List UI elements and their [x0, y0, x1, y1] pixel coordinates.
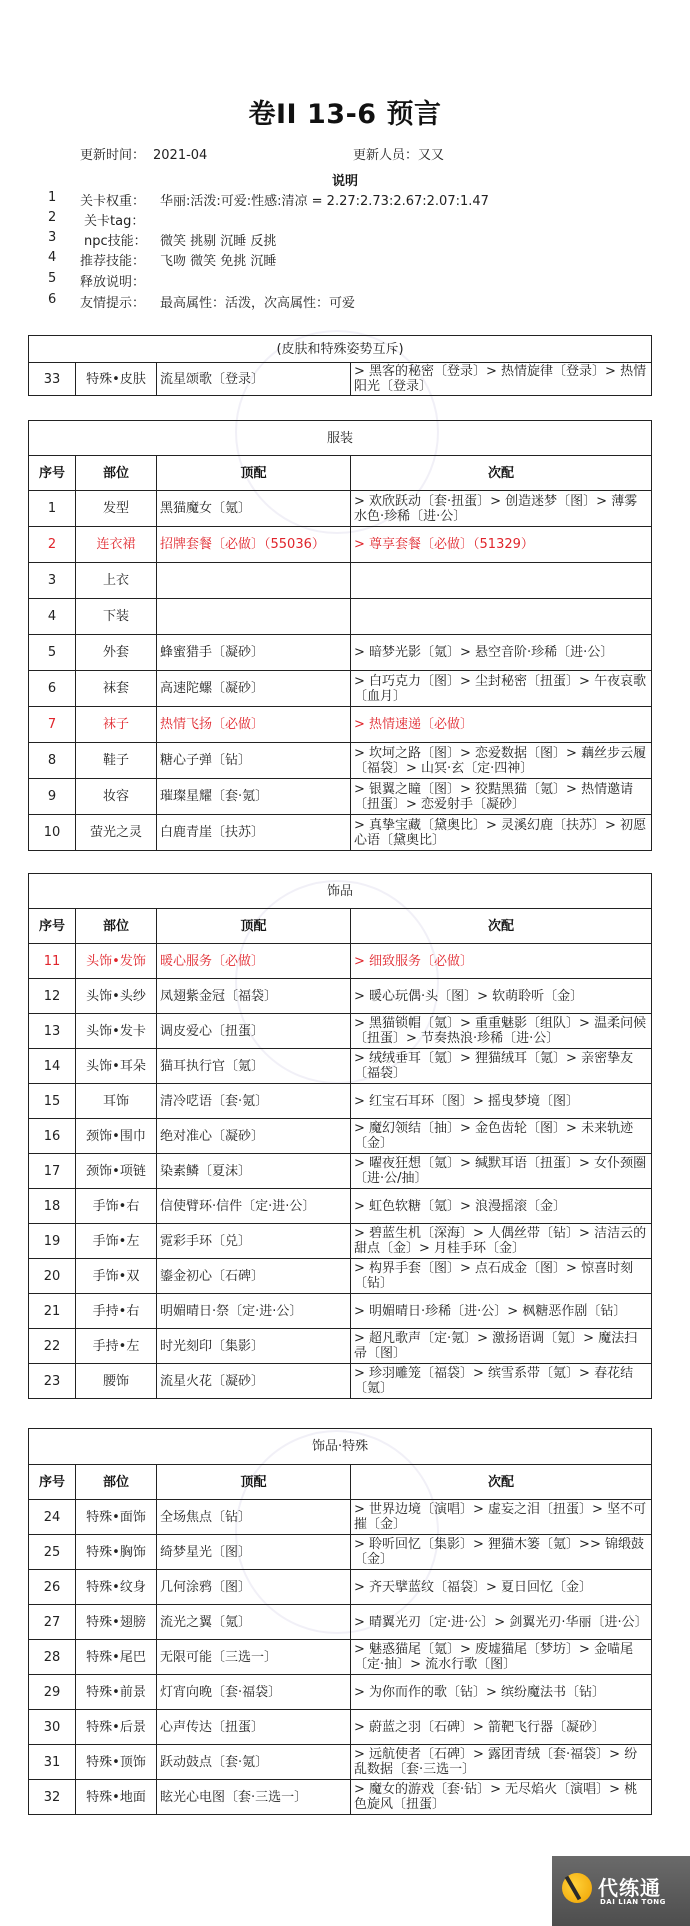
table-row — [29, 1710, 652, 1745]
cell-top: 暖心服务〔必做〕 — [157, 944, 351, 979]
cell-slot: 颈饰•项链 — [76, 1154, 157, 1189]
cell-top: 白鹿青崖〔扶苏〕 — [157, 815, 351, 851]
cell-slot: 特殊•前景 — [76, 1675, 157, 1710]
cell-alt: > 细致服务〔必做〕 — [351, 944, 652, 979]
cell-slot: 腰饰 — [76, 1364, 157, 1399]
intro-label: 关卡tag： — [84, 214, 145, 229]
cell-alt: > 真挚宝藏〔黛奥比〕> 灵溪幻鹿〔扶苏〕> 初愿心语〔黛奥比〕 — [351, 815, 652, 851]
cell-no: 27 — [29, 1605, 76, 1640]
logo-text-cn: 代练通 — [598, 1876, 661, 1900]
cell-no: 31 — [29, 1745, 76, 1780]
logo-text-en: DAI LIAN TONG — [600, 1898, 666, 1906]
update-time-label: 更新时间： — [80, 148, 146, 163]
cell-top: 绮梦星光〔图〕 — [157, 1535, 351, 1570]
col-header-slot: 部位 — [76, 456, 157, 491]
cell-top: 信使臂环·信件〔定·进·公〕 — [157, 1189, 351, 1224]
cell-alt: > 曜夜狂想〔氪〕> 缄默耳语〔扭蛋〕> 女仆颈圈〔进·公/抽〕 — [351, 1154, 652, 1189]
cell-top: 明媚晴日·祭〔定·进·公〕 — [157, 1294, 351, 1329]
table-row — [29, 1119, 652, 1154]
table-row — [29, 1675, 652, 1710]
cell-no: 8 — [29, 743, 76, 779]
col-header-no: 序号 — [29, 1465, 76, 1500]
table-row — [29, 1154, 652, 1189]
cell-alt: > 黑客的秘密〔登录〕> 热情旋律〔登录〕> 热情阳光〔登录〕 — [351, 363, 652, 396]
cell-alt: > 欢欣跃动〔套·扭蛋〕> 创造迷梦〔图〕> 薄雾水色·珍稀〔进·公〕 — [351, 491, 652, 527]
header-row — [29, 456, 652, 491]
cell-no: 32 — [29, 1780, 76, 1815]
table-row — [29, 1189, 652, 1224]
cell-top: 黑猫魔女〔氪〕 — [157, 491, 351, 527]
intro-label: npc技能： — [84, 234, 147, 249]
table-row — [29, 1049, 652, 1084]
cell-slot: 上衣 — [76, 563, 157, 599]
cell-top: 流光之翼〔氪〕 — [157, 1605, 351, 1640]
cell-alt: > 尊享套餐〔必做〕（51329） — [351, 527, 652, 563]
cell-top: 染素鳞〔夏沫〕 — [157, 1154, 351, 1189]
intro-label: 友情提示： — [80, 296, 146, 311]
cell-slot: 头饰•耳朵 — [76, 1049, 157, 1084]
cell-no: 30 — [29, 1710, 76, 1745]
skin-note: (皮肤和特殊姿势互斥) — [29, 336, 652, 363]
cell-alt: > 为你而作的歌〔钻〕> 缤纷魔法书〔钻〕 — [351, 1675, 652, 1710]
cell-alt: > 魔女的游戏〔套·钻〕> 无尽焰火〔演唱〕> 桃色旋风〔扭蛋〕 — [351, 1780, 652, 1815]
cell-slot: 外套 — [76, 635, 157, 671]
cell-no: 15 — [29, 1084, 76, 1119]
table-row — [29, 1259, 652, 1294]
col-header-top: 顶配 — [157, 456, 351, 491]
cell-alt: > 晴翼光刃〔定·进·公〕> 剑翼光刃·华丽〔进·公〕 — [351, 1605, 652, 1640]
cell-slot: 鞋子 — [76, 743, 157, 779]
cell-no: 22 — [29, 1329, 76, 1364]
cell-no: 9 — [29, 779, 76, 815]
cell-alt: > 齐天擘蓝纹〔福袋〕> 夏日回忆〔金〕 — [351, 1570, 652, 1605]
col-header-alt: 次配 — [351, 909, 652, 944]
table-title: 饰品·特殊 — [29, 1429, 652, 1465]
cell-top: 热情飞扬〔必做〕 — [157, 707, 351, 743]
cell-slot: 妆容 — [76, 779, 157, 815]
cell-no: 28 — [29, 1640, 76, 1675]
table-row — [29, 635, 652, 671]
cell-top: 时光刻印〔集影〕 — [157, 1329, 351, 1364]
cell-slot: 特殊•翅膀 — [76, 1605, 157, 1640]
col-header-alt: 次配 — [351, 1465, 652, 1500]
intro-label: 释放说明： — [80, 275, 146, 290]
cell-top: 招牌套餐〔必做〕（55036） — [157, 527, 351, 563]
cell-slot: 特殊•后景 — [76, 1710, 157, 1745]
cell-top: 清冷呓语〔套·氪〕 — [157, 1084, 351, 1119]
cell-no: 5 — [29, 635, 76, 671]
cell-alt: > 黑猫锁帽〔氪〕> 重重魅影〔组队〕> 温柔问候〔扭蛋〕> 节奏热浪·珍稀〔进·公〕 — [351, 1014, 652, 1049]
cell-slot: 特殊•胸饰 — [76, 1535, 157, 1570]
cell-no: 23 — [29, 1364, 76, 1399]
cell-top: 心声传达〔扭蛋〕 — [157, 1710, 351, 1745]
col-header-top: 顶配 — [157, 1465, 351, 1500]
cell-slot: 萤光之灵 — [76, 815, 157, 851]
cell-slot: 发型 — [76, 491, 157, 527]
cell-no: 25 — [29, 1535, 76, 1570]
cell-top: 无限可能〔三选一〕 — [157, 1640, 351, 1675]
cell-no: 6 — [29, 671, 76, 707]
intro-value: 微笑 挑剔 沉睡 反挑 — [160, 234, 277, 249]
cell-no: 3 — [29, 563, 76, 599]
cell-top: 全场焦点〔钻〕 — [157, 1500, 351, 1535]
col-header-slot: 部位 — [76, 909, 157, 944]
header-row — [29, 909, 652, 944]
intro-num: 5 — [48, 271, 57, 286]
intro-num: 2 — [48, 210, 57, 225]
cell-top: 流星颂歌〔登录〕 — [157, 363, 351, 396]
cell-slot: 手饰•双 — [76, 1259, 157, 1294]
cell-no: 17 — [29, 1154, 76, 1189]
cell-slot: 特殊•顶饰 — [76, 1745, 157, 1780]
intro-num: 6 — [48, 292, 57, 307]
cell-top: 猫耳执行官〔氪〕 — [157, 1049, 351, 1084]
table-row — [29, 779, 652, 815]
table-row-required — [29, 707, 652, 743]
col-header-no: 序号 — [29, 909, 76, 944]
cell-no: 13 — [29, 1014, 76, 1049]
cell-slot: 颈饰•围巾 — [76, 1119, 157, 1154]
cell-no: 21 — [29, 1294, 76, 1329]
updater — [353, 144, 444, 163]
intro-value: 飞吻 微笑 免挑 沉睡 — [160, 254, 277, 269]
cell-no: 29 — [29, 1675, 76, 1710]
cell-no: 26 — [29, 1570, 76, 1605]
cell-alt: > 明媚晴日·珍稀〔进·公〕> 枫糖恶作剧〔钻〕 — [351, 1294, 652, 1329]
cell-slot: 手持•右 — [76, 1294, 157, 1329]
dailiantong-logo — [552, 1856, 690, 1926]
cell-top: 流星火花〔凝砂〕 — [157, 1364, 351, 1399]
cell-slot: 头饰•发卡 — [76, 1014, 157, 1049]
intro-label: 关卡权重： — [80, 194, 146, 209]
table-row — [29, 1364, 652, 1399]
cell-alt: > 聆听回忆〔集影〕> 狸猫木篓〔氪〕>> 锦缎鼓〔金〕 — [351, 1535, 652, 1570]
updater-value: 又又 — [418, 148, 445, 163]
cell-alt: > 银翼之瞳〔图〕> 狡黠黑猫〔氪〕> 热情邀请〔扭蛋〕> 恋爱射手〔凝砂〕 — [351, 779, 652, 815]
cell-slot: 特殊•尾巴 — [76, 1640, 157, 1675]
cell-alt: > 远航使者〔石碑〕> 露团青绒〔套·福袋〕> 纷乱数据〔套·三选一〕 — [351, 1745, 652, 1780]
table-row — [29, 979, 652, 1014]
cell-alt: > 坎坷之路〔图〕> 恋爱数据〔图〕> 藕丝步云履〔福袋〕> 山冥·玄〔定·四神〕 — [351, 743, 652, 779]
cell-top: 蜂蜜猎手〔凝砂〕 — [157, 635, 351, 671]
cell-top: 眩光心电图〔套·三选一〕 — [157, 1780, 351, 1815]
cell-top: 几何涂鸦〔图〕 — [157, 1570, 351, 1605]
table-row-required — [29, 944, 652, 979]
cell-alt: > 白巧克力〔图〕> 尘封秘密〔扭蛋〕> 午夜哀歌〔血月〕 — [351, 671, 652, 707]
table-row — [29, 1605, 652, 1640]
special-accessory-table — [28, 1428, 652, 1815]
cell-alt: > 热情速递〔必做〕 — [351, 707, 652, 743]
intro-heading: 说明 — [331, 174, 358, 189]
cell-no: 33 — [29, 363, 76, 396]
cell-no: 19 — [29, 1224, 76, 1259]
cell-alt: > 魅惑猫尾〔氪〕> 废墟猫尾〔梦坊〕> 金喵尾〔定·抽〕> 流水行歌〔图〕 — [351, 1640, 652, 1675]
cell-no: 2 — [29, 527, 76, 563]
skin-table — [28, 335, 652, 396]
logo-emblem-icon — [562, 1873, 592, 1903]
col-header-slot: 部位 — [76, 1465, 157, 1500]
cell-top: 璀璨星耀〔套·氪〕 — [157, 779, 351, 815]
accessory-table — [28, 873, 652, 1399]
table-row — [29, 1640, 652, 1675]
cell-slot: 耳饰 — [76, 1084, 157, 1119]
header-row — [29, 1465, 652, 1500]
cell-top: 霓彩手环〔兑〕 — [157, 1224, 351, 1259]
cell-slot: 手饰•右 — [76, 1189, 157, 1224]
intro-num: 1 — [48, 190, 57, 205]
cell-top — [157, 599, 351, 635]
table-row — [29, 491, 652, 527]
table-row-required — [29, 527, 652, 563]
cell-slot: 袜子 — [76, 707, 157, 743]
cell-no: 1 — [29, 491, 76, 527]
intro-value: 华丽:活泼:可爱:性感:清凉 = 2.27:2.73:2.67:2.07:1.47 — [160, 194, 489, 209]
cell-slot: 袜套 — [76, 671, 157, 707]
cell-alt: > 珍羽雕笼〔福袋〕> 缤雪系带〔氪〕> 春花结〔氪〕 — [351, 1364, 652, 1399]
update-time-value: 2021-04 — [153, 148, 208, 163]
cell-top: 灯宵向晚〔套·福袋〕 — [157, 1675, 351, 1710]
cell-alt: > 虹色软糖〔氪〕> 浪漫摇滚〔金〕 — [351, 1189, 652, 1224]
intro-value: 最高属性：活泼，次高属性：可爱 — [160, 296, 356, 311]
cell-top: 跃动鼓点〔套·氪〕 — [157, 1745, 351, 1780]
cell-alt: > 红宝石耳环〔图〕> 摇曳梦境〔图〕 — [351, 1084, 652, 1119]
col-header-alt: 次配 — [351, 456, 652, 491]
cell-slot: 特殊•纹身 — [76, 1570, 157, 1605]
table-row — [29, 671, 652, 707]
table-row — [29, 1500, 652, 1535]
cell-no: 14 — [29, 1049, 76, 1084]
table-row — [29, 1084, 652, 1119]
clothing-table — [28, 420, 652, 851]
cell-slot: 手饰•左 — [76, 1224, 157, 1259]
cell-alt: > 碧蓝生机〔深海〕> 人偶丝带〔钻〕> 洁洁云的甜点〔金〕> 月桂手环〔金〕 — [351, 1224, 652, 1259]
cell-top: 绝对准心〔凝砂〕 — [157, 1119, 351, 1154]
cell-slot: 手持•左 — [76, 1329, 157, 1364]
intro-label: 推荐技能： — [80, 254, 146, 269]
cell-no: 7 — [29, 707, 76, 743]
table-row — [29, 1014, 652, 1049]
col-header-top: 顶配 — [157, 909, 351, 944]
cell-top: 鎏金初心〔石碑〕 — [157, 1259, 351, 1294]
update-time — [80, 144, 207, 163]
cell-no: 18 — [29, 1189, 76, 1224]
cell-alt: > 暖心玩偶·头〔图〕> 软萌聆听〔金〕 — [351, 979, 652, 1014]
cell-slot: 头饰•发饰 — [76, 944, 157, 979]
table-row — [29, 1780, 652, 1815]
intro-num: 3 — [48, 230, 57, 245]
cell-top: 糖心子弹〔钻〕 — [157, 743, 351, 779]
table-row — [29, 599, 652, 635]
cell-alt: > 暗梦光影〔氪〕> 悬空音阶·珍稀〔进·公〕 — [351, 635, 652, 671]
table-row — [29, 1745, 652, 1780]
cell-no: 10 — [29, 815, 76, 851]
table-row — [29, 363, 652, 396]
intro-num: 4 — [48, 250, 57, 265]
table-row — [29, 1329, 652, 1364]
updater-label: 更新人员： — [353, 148, 419, 163]
cell-top: 高速陀螺〔凝砂〕 — [157, 671, 351, 707]
cell-top — [157, 563, 351, 599]
cell-alt: > 超凡歌声〔定·氪〕> 激扬语调〔氪〕> 魔法扫帚〔图〕 — [351, 1329, 652, 1364]
cell-no: 16 — [29, 1119, 76, 1154]
cell-slot: 特殊•地面 — [76, 1780, 157, 1815]
cell-alt: > 绒绒垂耳〔氪〕> 狸猫绒耳〔氪〕> 亲密挚友〔福袋〕 — [351, 1049, 652, 1084]
cell-alt: > 蔚蓝之羽〔石碑〕> 箭靶飞行器〔凝砂〕 — [351, 1710, 652, 1745]
table-row — [29, 1224, 652, 1259]
cell-slot: 特殊•皮肤 — [76, 363, 157, 396]
col-header-no: 序号 — [29, 456, 76, 491]
cell-no: 20 — [29, 1259, 76, 1294]
cell-top: 凤翅紫金冠〔福袋〕 — [157, 979, 351, 1014]
cell-alt — [351, 599, 652, 635]
cell-no: 4 — [29, 599, 76, 635]
table-row — [29, 815, 652, 851]
cell-no: 12 — [29, 979, 76, 1014]
table-row — [29, 1570, 652, 1605]
cell-no: 11 — [29, 944, 76, 979]
cell-slot: 特殊•面饰 — [76, 1500, 157, 1535]
cell-slot: 头饰•头纱 — [76, 979, 157, 1014]
table-title: 服装 — [29, 421, 652, 456]
table-title: 饰品 — [29, 874, 652, 909]
page-title: 卷II 13-6 预言 — [248, 99, 442, 130]
table-row — [29, 1294, 652, 1329]
cell-slot: 下装 — [76, 599, 157, 635]
cell-top: 调皮爱心〔扭蛋〕 — [157, 1014, 351, 1049]
table-row — [29, 563, 652, 599]
cell-slot: 连衣裙 — [76, 527, 157, 563]
table-row — [29, 1535, 652, 1570]
cell-alt: > 魔幻领结〔抽〕> 金色齿轮〔图〕> 未来轨迹〔金〕 — [351, 1119, 652, 1154]
cell-alt: > 世界边境〔演唱〕> 虚妄之泪〔扭蛋〕> 坚不可摧〔金〕 — [351, 1500, 652, 1535]
table-row — [29, 743, 652, 779]
cell-alt — [351, 563, 652, 599]
cell-no: 24 — [29, 1500, 76, 1535]
cell-alt: > 构界手套〔图〕> 点石成金〔图〕> 惊喜时刻〔钻〕 — [351, 1259, 652, 1294]
